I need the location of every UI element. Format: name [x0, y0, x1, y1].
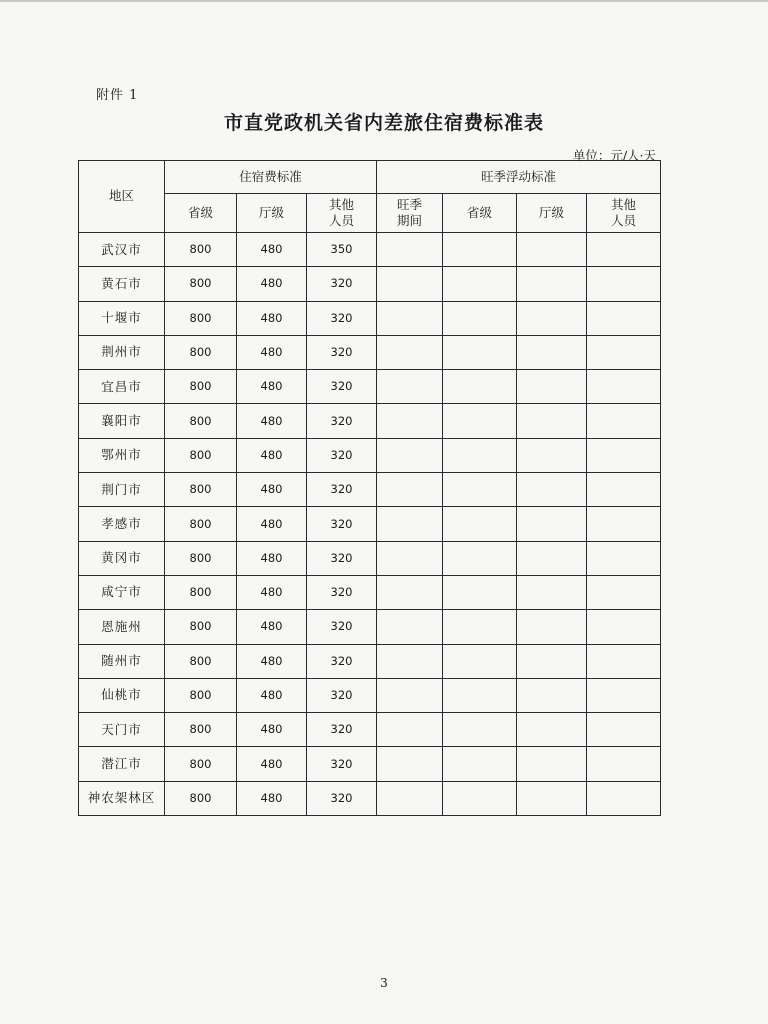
cell-peak-department-level — [517, 610, 587, 644]
cell-department-level: 480 — [237, 233, 307, 267]
cell-peak-department-level — [517, 267, 587, 301]
cell-department-level: 480 — [237, 370, 307, 404]
cell-region: 襄阳市 — [79, 404, 165, 438]
cell-peak-period — [377, 507, 443, 541]
cell-province-level: 800 — [165, 267, 237, 301]
cell-peak-province-level — [443, 747, 517, 781]
cell-peak-period — [377, 370, 443, 404]
cell-peak-other-staff — [587, 267, 661, 301]
cell-province-level: 800 — [165, 301, 237, 335]
header-peak-floating-standard: 旺季浮动标准 — [377, 161, 661, 194]
document-title: 市直党政机关省内差旅住宿费标准表 — [223, 112, 544, 134]
table-row — [79, 438, 661, 472]
cell-province-level: 800 — [165, 678, 237, 712]
cell-province-level: 800 — [165, 610, 237, 644]
cell-peak-other-staff — [587, 644, 661, 678]
cell-region: 仙桃市 — [79, 678, 165, 712]
cell-peak-department-level — [517, 644, 587, 678]
cell-other-staff: 320 — [307, 335, 377, 369]
cell-other-staff: 320 — [307, 644, 377, 678]
table-row — [79, 781, 661, 815]
cell-peak-department-level — [517, 575, 587, 609]
cell-peak-province-level — [443, 335, 517, 369]
page-top-edge — [0, 0, 768, 2]
cell-peak-other-staff — [587, 233, 661, 267]
table-row — [79, 678, 661, 712]
cell-other-staff: 320 — [307, 747, 377, 781]
cell-department-level: 480 — [237, 747, 307, 781]
table-row — [79, 233, 661, 267]
cell-peak-province-level — [443, 473, 517, 507]
header-peak-department-level: 厅级 — [517, 194, 587, 233]
cell-peak-province-level — [443, 233, 517, 267]
cell-department-level: 480 — [237, 301, 307, 335]
cell-peak-other-staff — [587, 747, 661, 781]
cell-region: 神农架林区 — [79, 781, 165, 815]
cell-peak-department-level — [517, 404, 587, 438]
cell-peak-other-staff — [587, 335, 661, 369]
cell-department-level: 480 — [237, 473, 307, 507]
cell-peak-province-level — [443, 713, 517, 747]
cell-peak-period — [377, 541, 443, 575]
cell-peak-province-level — [443, 575, 517, 609]
cell-province-level: 800 — [165, 644, 237, 678]
cell-peak-department-level — [517, 747, 587, 781]
cell-department-level: 480 — [237, 438, 307, 472]
cell-province-level: 800 — [165, 404, 237, 438]
table-row — [79, 541, 661, 575]
cell-region: 十堰市 — [79, 301, 165, 335]
cell-peak-department-level — [517, 301, 587, 335]
cell-province-level: 800 — [165, 473, 237, 507]
cell-peak-period — [377, 781, 443, 815]
cell-province-level: 800 — [165, 575, 237, 609]
cell-other-staff: 320 — [307, 267, 377, 301]
header-other-staff: 其他 人员 — [307, 194, 377, 233]
cell-province-level: 800 — [165, 335, 237, 369]
header-peak-period: 旺季 期间 — [377, 194, 443, 233]
cell-department-level: 480 — [237, 267, 307, 301]
cell-region: 荆州市 — [79, 335, 165, 369]
cell-region: 武汉市 — [79, 233, 165, 267]
cell-department-level: 480 — [237, 404, 307, 438]
cell-peak-period — [377, 747, 443, 781]
cell-peak-other-staff — [587, 781, 661, 815]
cell-peak-department-level — [517, 233, 587, 267]
cell-peak-department-level — [517, 541, 587, 575]
table-row — [79, 404, 661, 438]
cell-peak-department-level — [517, 781, 587, 815]
header-region: 地区 — [79, 161, 165, 233]
table-row — [79, 301, 661, 335]
cell-peak-province-level — [443, 370, 517, 404]
table-row — [79, 713, 661, 747]
attachment-label: 附件 1 — [96, 88, 139, 103]
cell-peak-department-level — [517, 473, 587, 507]
header-department-level: 厅级 — [237, 194, 307, 233]
cell-department-level: 480 — [237, 610, 307, 644]
cell-department-level: 480 — [237, 713, 307, 747]
header-lodging-standard: 住宿费标准 — [165, 161, 377, 194]
cell-region: 恩施州 — [79, 610, 165, 644]
header-peak-other-staff: 其他 人员 — [587, 194, 661, 233]
cell-province-level: 800 — [165, 781, 237, 815]
cell-peak-other-staff — [587, 610, 661, 644]
cell-peak-department-level — [517, 678, 587, 712]
cell-other-staff: 320 — [307, 370, 377, 404]
table-body — [79, 233, 661, 816]
cell-province-level: 800 — [165, 370, 237, 404]
cell-province-level: 800 — [165, 438, 237, 472]
cell-region: 咸宁市 — [79, 575, 165, 609]
cell-region: 黄石市 — [79, 267, 165, 301]
cell-other-staff: 350 — [307, 233, 377, 267]
cell-region: 宜昌市 — [79, 370, 165, 404]
cell-peak-period — [377, 713, 443, 747]
cell-peak-other-staff — [587, 301, 661, 335]
table-row — [79, 507, 661, 541]
cell-department-level: 480 — [237, 507, 307, 541]
cell-peak-period — [377, 438, 443, 472]
unit-label: 单位：元/人·天 — [572, 148, 656, 163]
cell-peak-other-staff — [587, 438, 661, 472]
cell-peak-other-staff — [587, 541, 661, 575]
cell-department-level: 480 — [237, 575, 307, 609]
cell-other-staff: 320 — [307, 301, 377, 335]
cell-other-staff: 320 — [307, 404, 377, 438]
cell-region: 随州市 — [79, 644, 165, 678]
cell-peak-other-staff — [587, 678, 661, 712]
cell-peak-province-level — [443, 644, 517, 678]
table-header-row-1 — [79, 161, 661, 194]
cell-province-level: 800 — [165, 507, 237, 541]
cell-peak-other-staff — [587, 507, 661, 541]
cell-peak-period — [377, 473, 443, 507]
cell-department-level: 480 — [237, 678, 307, 712]
cell-other-staff: 320 — [307, 610, 377, 644]
cell-peak-province-level — [443, 438, 517, 472]
cell-region: 孝感市 — [79, 507, 165, 541]
cell-other-staff: 320 — [307, 713, 377, 747]
cell-other-staff: 320 — [307, 781, 377, 815]
cell-region: 潜江市 — [79, 747, 165, 781]
cell-peak-period — [377, 610, 443, 644]
cell-peak-other-staff — [587, 713, 661, 747]
table-header-row-2 — [79, 194, 661, 233]
cell-department-level: 480 — [237, 335, 307, 369]
table-row — [79, 335, 661, 369]
cell-peak-period — [377, 575, 443, 609]
cell-peak-period — [377, 335, 443, 369]
cell-peak-province-level — [443, 267, 517, 301]
cell-peak-province-level — [443, 541, 517, 575]
cell-peak-department-level — [517, 507, 587, 541]
cell-peak-department-level — [517, 438, 587, 472]
cell-other-staff: 320 — [307, 541, 377, 575]
table-row — [79, 644, 661, 678]
cell-other-staff: 320 — [307, 575, 377, 609]
cell-other-staff: 320 — [307, 473, 377, 507]
cell-peak-department-level — [517, 335, 587, 369]
table-row — [79, 575, 661, 609]
cell-peak-other-staff — [587, 575, 661, 609]
table-row — [79, 370, 661, 404]
cell-other-staff: 320 — [307, 678, 377, 712]
page-number: 3 — [380, 976, 388, 990]
cell-peak-other-staff — [587, 473, 661, 507]
cell-region: 黄冈市 — [79, 541, 165, 575]
cell-peak-period — [377, 644, 443, 678]
table-row — [79, 267, 661, 301]
cell-other-staff: 320 — [307, 507, 377, 541]
cell-peak-period — [377, 678, 443, 712]
cell-province-level: 800 — [165, 713, 237, 747]
cell-peak-province-level — [443, 781, 517, 815]
cell-peak-province-level — [443, 507, 517, 541]
cell-region: 荆门市 — [79, 473, 165, 507]
cell-peak-department-level — [517, 713, 587, 747]
lodging-standards-table — [78, 160, 661, 816]
cell-department-level: 480 — [237, 541, 307, 575]
cell-peak-period — [377, 404, 443, 438]
cell-province-level: 800 — [165, 747, 237, 781]
cell-peak-other-staff — [587, 370, 661, 404]
cell-peak-province-level — [443, 678, 517, 712]
cell-peak-other-staff — [587, 404, 661, 438]
cell-peak-period — [377, 233, 443, 267]
table-row — [79, 473, 661, 507]
cell-province-level: 800 — [165, 233, 237, 267]
cell-peak-period — [377, 301, 443, 335]
cell-peak-province-level — [443, 404, 517, 438]
cell-peak-province-level — [443, 610, 517, 644]
cell-region: 鄂州市 — [79, 438, 165, 472]
table-row — [79, 610, 661, 644]
cell-region: 天门市 — [79, 713, 165, 747]
cell-peak-department-level — [517, 370, 587, 404]
header-province-level: 省级 — [165, 194, 237, 233]
table-row — [79, 747, 661, 781]
header-peak-province-level: 省级 — [443, 194, 517, 233]
cell-peak-province-level — [443, 301, 517, 335]
cell-department-level: 480 — [237, 644, 307, 678]
cell-department-level: 480 — [237, 781, 307, 815]
cell-other-staff: 320 — [307, 438, 377, 472]
cell-province-level: 800 — [165, 541, 237, 575]
cell-peak-period — [377, 267, 443, 301]
